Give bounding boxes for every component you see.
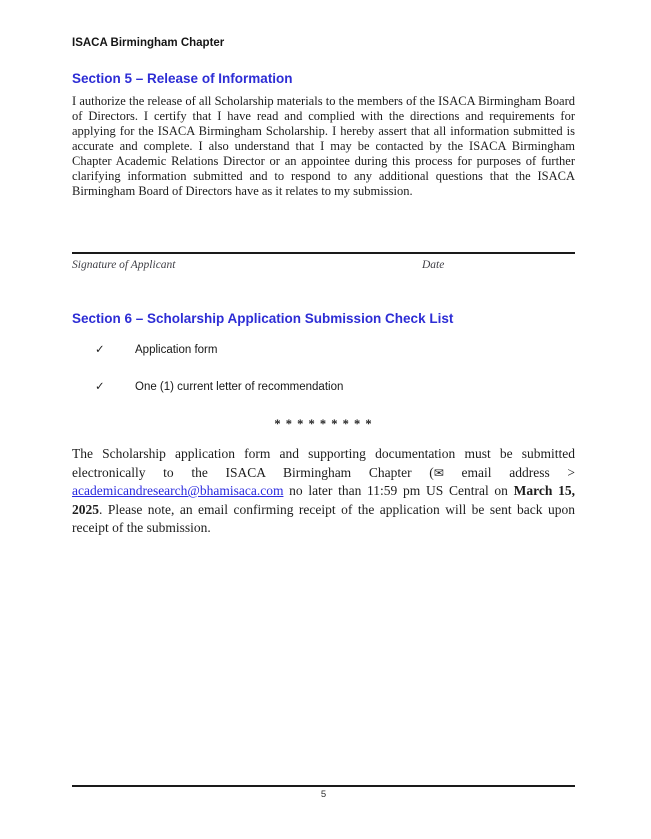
checklist-item-application-form [72,343,575,357]
page-number: 5 [320,789,327,800]
document-header: ISACA Birmingham Chapter [72,37,225,49]
deadline-date-text: March 15, 2025 [72,483,575,517]
signature-of-applicant-label: Signature of Applicant [72,259,176,271]
signature-line [72,252,575,254]
section-5-heading: Section 5 – Release of Information [72,71,293,86]
section-6-heading: Section 6 – Scholarship Application Submission Check List [72,311,454,326]
date-label: Date [422,259,445,271]
checkmark-icon: ✓ [95,381,105,393]
email-link[interactable]: academicandresearch@bhamisaca.com [72,483,284,498]
checklist-item-recommendation-letter [72,380,575,394]
submission-checklist [72,343,575,394]
signature-block [72,252,575,273]
checklist-item-label: One (1) current letter of recommendation [135,381,344,393]
submission-text-before-icon: The Scholarship application form and supporting documentation must be submitted electronically to the ISACA Birmingham Chapter ( [72,446,575,480]
submission-instructions-paragraph [72,445,575,538]
footer-divider-line [72,785,575,787]
checklist-item-label: Application form [135,344,218,356]
email-envelope-icon: ✉ [433,465,444,480]
submission-text-after-icon: email address > [443,464,575,480]
asterisk-divider: * * * * * * * * * [274,417,373,431]
checkmark-icon: ✓ [95,344,105,356]
submission-text-after-bold: . Please note, an email confirming receipt of the application will be sent back upon receipt of the submission. [72,501,575,535]
submission-text-middle: no later than 11:59 pm US Central on [283,483,514,498]
signature-labels-row [72,259,575,273]
section-5-body: I authorize the release of all Scholarship materials to the members of the ISACA Birmingham Board of Directors. I certify that I have read and complied with the directions and requirements for applying for the ISACA Birmingham Scholarship. I hereby assert that all information submitted is accurate and complete. I also understand that I may be contacted by the ISACA Birmingham Chapter Academic Relations Director or an appointee during this process for purposes of further clarifying information submitted and to respond to any additional questions that the ISACA Birmingham Board of Directors have as it relates to my submission. [72,94,575,198]
